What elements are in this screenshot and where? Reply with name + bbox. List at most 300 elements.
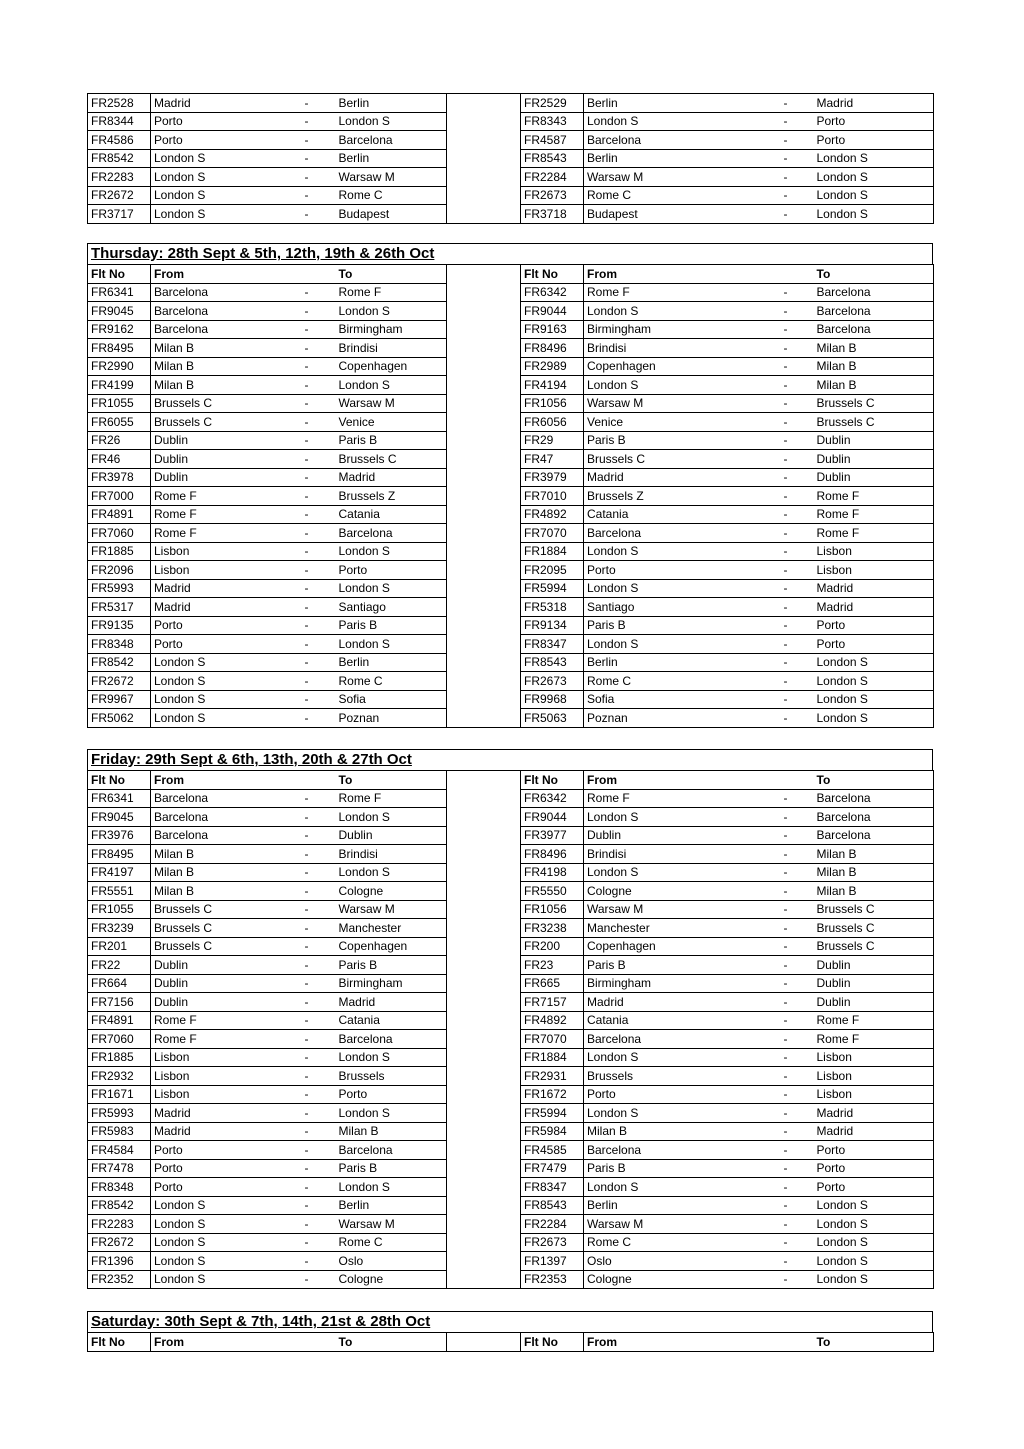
from-header: From xyxy=(151,771,302,790)
gap-spacer xyxy=(447,302,521,321)
route-dash: - xyxy=(781,487,814,506)
outbound-flight-number: FR3976 xyxy=(88,826,151,845)
return-origin: Barcelona xyxy=(584,131,781,150)
outbound-flight-number: FR2096 xyxy=(88,561,151,580)
flt-no-header: Flt No xyxy=(521,771,584,790)
outbound-flight-number: FR9135 xyxy=(88,616,151,635)
gap-spacer xyxy=(447,431,521,450)
return-destination: Lisbon xyxy=(814,561,934,580)
outbound-flight-number: FR22 xyxy=(88,956,151,975)
route-dash: - xyxy=(781,524,814,543)
return-origin: Birmingham xyxy=(584,320,781,339)
outbound-origin: Madrid xyxy=(151,579,302,598)
route-dash: - xyxy=(302,1233,336,1252)
outbound-flight-number: FR8495 xyxy=(88,339,151,358)
route-dash: - xyxy=(302,919,336,938)
return-destination: London S xyxy=(814,1215,934,1234)
from-header: From xyxy=(151,1333,302,1352)
return-flight-number: FR3238 xyxy=(521,919,584,938)
return-flight-number: FR5318 xyxy=(521,598,584,617)
table-row xyxy=(88,635,934,654)
outbound-origin: London S xyxy=(151,1233,302,1252)
outbound-destination: Rome C xyxy=(336,1233,447,1252)
flight-table xyxy=(87,264,934,728)
outbound-flight-number: FR9045 xyxy=(88,808,151,827)
outbound-destination: Barcelona xyxy=(336,131,447,150)
return-origin: Venice xyxy=(584,413,781,432)
route-dash: - xyxy=(781,205,814,224)
outbound-flight-number: FR4891 xyxy=(88,1011,151,1030)
outbound-destination: Santiago xyxy=(336,598,447,617)
outbound-origin: Lisbon xyxy=(151,1048,302,1067)
return-destination: Dublin xyxy=(814,956,934,975)
outbound-origin: Brussels C xyxy=(151,413,302,432)
return-destination: London S xyxy=(814,205,934,224)
gap-spacer xyxy=(447,690,521,709)
return-flight-number: FR3718 xyxy=(521,205,584,224)
gap-spacer xyxy=(447,205,521,224)
return-destination: Milan B xyxy=(814,882,934,901)
return-flight-number: FR9044 xyxy=(521,808,584,827)
return-destination: Rome F xyxy=(814,505,934,524)
route-dash: - xyxy=(302,168,336,187)
return-destination: Barcelona xyxy=(814,302,934,321)
outbound-origin: London S xyxy=(151,653,302,672)
gap-spacer xyxy=(447,542,521,561)
section-title-text: Friday: 29th Sept & 6th, 13th, 20th & 27th Oct xyxy=(91,751,412,768)
route-dash: - xyxy=(781,1011,814,1030)
route-dash: - xyxy=(781,882,814,901)
dash-spacer xyxy=(302,1333,336,1352)
flt-no-header: Flt No xyxy=(88,771,151,790)
outbound-flight-number: FR7000 xyxy=(88,487,151,506)
gap-spacer xyxy=(447,1122,521,1141)
gap-spacer xyxy=(447,1233,521,1252)
return-destination: Barcelona xyxy=(814,283,934,302)
outbound-origin: Rome F xyxy=(151,1011,302,1030)
return-origin: Porto xyxy=(584,561,781,580)
return-origin: Copenhagen xyxy=(584,357,781,376)
return-destination: Brussels C xyxy=(814,900,934,919)
from-header: From xyxy=(584,1333,781,1352)
route-dash: - xyxy=(781,1048,814,1067)
return-flight-number: FR4194 xyxy=(521,376,584,395)
return-origin: Oslo xyxy=(584,1252,781,1271)
route-dash: - xyxy=(302,937,336,956)
table-row xyxy=(88,826,934,845)
outbound-destination: Milan B xyxy=(336,1122,447,1141)
outbound-flight-number: FR5993 xyxy=(88,579,151,598)
outbound-flight-number: FR8348 xyxy=(88,1178,151,1197)
outbound-origin: Porto xyxy=(151,1141,302,1160)
gap-spacer xyxy=(447,320,521,339)
outbound-destination: Rome C xyxy=(336,186,447,205)
route-dash: - xyxy=(781,1122,814,1141)
outbound-destination: Berlin xyxy=(336,149,447,168)
return-origin: London S xyxy=(584,1048,781,1067)
outbound-origin: Porto xyxy=(151,112,302,131)
column-header-row xyxy=(88,771,934,790)
route-dash: - xyxy=(781,635,814,654)
outbound-origin: Brussels C xyxy=(151,937,302,956)
outbound-destination: London S xyxy=(336,579,447,598)
outbound-origin: Porto xyxy=(151,1178,302,1197)
return-origin: Barcelona xyxy=(584,1030,781,1049)
flt-no-header: Flt No xyxy=(521,1333,584,1352)
outbound-destination: Venice xyxy=(336,413,447,432)
outbound-destination: Paris B xyxy=(336,1159,447,1178)
outbound-flight-number: FR7478 xyxy=(88,1159,151,1178)
table-row xyxy=(88,1178,934,1197)
return-destination: London S xyxy=(814,1196,934,1215)
gap-spacer xyxy=(447,186,521,205)
outbound-origin: Milan B xyxy=(151,845,302,864)
route-dash: - xyxy=(781,1215,814,1234)
return-origin: London S xyxy=(584,542,781,561)
table-row xyxy=(88,1085,934,1104)
outbound-origin: Dublin xyxy=(151,431,302,450)
outbound-flight-number: FR8348 xyxy=(88,635,151,654)
outbound-destination: Warsaw M xyxy=(336,394,447,413)
return-destination: Brussels C xyxy=(814,937,934,956)
from-header: From xyxy=(584,771,781,790)
gap-spacer xyxy=(447,863,521,882)
return-flight-number: FR2284 xyxy=(521,168,584,187)
return-destination: Dublin xyxy=(814,468,934,487)
return-origin: Birmingham xyxy=(584,974,781,993)
route-dash: - xyxy=(302,900,336,919)
return-destination: Brussels C xyxy=(814,919,934,938)
outbound-destination: Brindisi xyxy=(336,845,447,864)
outbound-origin: Madrid xyxy=(151,94,302,113)
return-destination: Milan B xyxy=(814,376,934,395)
gap-spacer xyxy=(447,1252,521,1271)
outbound-flight-number: FR4891 xyxy=(88,505,151,524)
outbound-destination: Warsaw M xyxy=(336,900,447,919)
return-flight-number: FR665 xyxy=(521,974,584,993)
return-flight-number: FR8543 xyxy=(521,1196,584,1215)
dash-spacer xyxy=(302,771,336,790)
table-row xyxy=(88,186,934,205)
outbound-origin: Dublin xyxy=(151,468,302,487)
return-destination: Porto xyxy=(814,131,934,150)
outbound-origin: London S xyxy=(151,205,302,224)
route-dash: - xyxy=(302,1141,336,1160)
to-header: To xyxy=(814,265,934,284)
outbound-origin: Brussels C xyxy=(151,919,302,938)
outbound-destination: London S xyxy=(336,1048,447,1067)
outbound-destination: Porto xyxy=(336,561,447,580)
return-destination: Rome F xyxy=(814,487,934,506)
return-flight-number: FR8347 xyxy=(521,1178,584,1197)
table-row xyxy=(88,1048,934,1067)
return-flight-number: FR5994 xyxy=(521,1104,584,1123)
outbound-origin: London S xyxy=(151,149,302,168)
route-dash: - xyxy=(302,505,336,524)
return-destination: Madrid xyxy=(814,598,934,617)
table-row xyxy=(88,1159,934,1178)
route-dash: - xyxy=(781,468,814,487)
return-flight-number: FR2353 xyxy=(521,1270,584,1289)
return-origin: London S xyxy=(584,808,781,827)
outbound-flight-number: FR1055 xyxy=(88,900,151,919)
gap-spacer xyxy=(447,1178,521,1197)
outbound-flight-number: FR2672 xyxy=(88,672,151,691)
outbound-destination: London S xyxy=(336,1178,447,1197)
from-header: From xyxy=(584,265,781,284)
route-dash: - xyxy=(781,863,814,882)
outbound-flight-number: FR8344 xyxy=(88,112,151,131)
return-flight-number: FR1056 xyxy=(521,900,584,919)
route-dash: - xyxy=(781,579,814,598)
outbound-destination: Catania xyxy=(336,505,447,524)
table-row xyxy=(88,413,934,432)
outbound-flight-number: FR6341 xyxy=(88,789,151,808)
outbound-origin: Dublin xyxy=(151,450,302,469)
return-flight-number: FR5063 xyxy=(521,709,584,728)
outbound-flight-number: FR1396 xyxy=(88,1252,151,1271)
table-row xyxy=(88,1233,934,1252)
return-flight-number: FR4198 xyxy=(521,863,584,882)
route-dash: - xyxy=(302,112,336,131)
outbound-destination: Poznan xyxy=(336,709,447,728)
outbound-origin: London S xyxy=(151,709,302,728)
outbound-origin: London S xyxy=(151,1252,302,1271)
return-flight-number: FR7070 xyxy=(521,1030,584,1049)
outbound-flight-number: FR8495 xyxy=(88,845,151,864)
return-origin: Warsaw M xyxy=(584,900,781,919)
return-destination: Madrid xyxy=(814,94,934,113)
gap-spacer xyxy=(447,709,521,728)
route-dash: - xyxy=(781,993,814,1012)
route-dash: - xyxy=(302,283,336,302)
outbound-origin: Madrid xyxy=(151,598,302,617)
outbound-origin: Lisbon xyxy=(151,542,302,561)
return-flight-number: FR8543 xyxy=(521,149,584,168)
gap-spacer xyxy=(447,974,521,993)
route-dash: - xyxy=(781,320,814,339)
return-origin: Sofia xyxy=(584,690,781,709)
outbound-destination: Berlin xyxy=(336,653,447,672)
route-dash: - xyxy=(781,1270,814,1289)
route-dash: - xyxy=(781,1030,814,1049)
gap-spacer xyxy=(447,168,521,187)
return-destination: Porto xyxy=(814,616,934,635)
outbound-flight-number: FR3978 xyxy=(88,468,151,487)
outbound-flight-number: FR46 xyxy=(88,450,151,469)
to-header: To xyxy=(336,1333,447,1352)
return-destination: London S xyxy=(814,168,934,187)
route-dash: - xyxy=(302,205,336,224)
from-header: From xyxy=(151,265,302,284)
return-destination: London S xyxy=(814,1233,934,1252)
table-row xyxy=(88,900,934,919)
route-dash: - xyxy=(302,672,336,691)
outbound-destination: Brussels xyxy=(336,1067,447,1086)
outbound-destination: Rome C xyxy=(336,672,447,691)
outbound-origin: Lisbon xyxy=(151,561,302,580)
table-row xyxy=(88,1104,934,1123)
gap-spacer xyxy=(447,505,521,524)
return-flight-number: FR3979 xyxy=(521,468,584,487)
outbound-origin: Dublin xyxy=(151,974,302,993)
route-dash: - xyxy=(302,131,336,150)
table-row xyxy=(88,845,934,864)
route-dash: - xyxy=(302,690,336,709)
table-row xyxy=(88,168,934,187)
outbound-destination: London S xyxy=(336,376,447,395)
dash-spacer xyxy=(781,1333,814,1352)
outbound-destination: London S xyxy=(336,635,447,654)
return-flight-number: FR23 xyxy=(521,956,584,975)
section-title xyxy=(87,243,933,264)
route-dash: - xyxy=(302,94,336,113)
return-destination: Barcelona xyxy=(814,320,934,339)
table-row xyxy=(88,205,934,224)
outbound-flight-number: FR7060 xyxy=(88,1030,151,1049)
route-dash: - xyxy=(781,357,814,376)
gap-spacer xyxy=(447,826,521,845)
return-destination: Porto xyxy=(814,1141,934,1160)
outbound-flight-number: FR8542 xyxy=(88,1196,151,1215)
route-dash: - xyxy=(302,1048,336,1067)
route-dash: - xyxy=(302,1067,336,1086)
table-row xyxy=(88,919,934,938)
outbound-destination: Berlin xyxy=(336,1196,447,1215)
return-destination: Lisbon xyxy=(814,1067,934,1086)
route-dash: - xyxy=(302,616,336,635)
outbound-destination: Oslo xyxy=(336,1252,447,1271)
section-title-text: Thursday: 28th Sept & 5th, 12th, 19th & 26th Oct xyxy=(91,245,435,262)
outbound-flight-number: FR2672 xyxy=(88,1233,151,1252)
table-row xyxy=(88,357,934,376)
outbound-destination: Warsaw M xyxy=(336,1215,447,1234)
return-destination: Brussels C xyxy=(814,413,934,432)
gap-spacer xyxy=(447,1141,521,1160)
return-flight-number: FR7157 xyxy=(521,993,584,1012)
outbound-destination: Cologne xyxy=(336,882,447,901)
route-dash: - xyxy=(781,283,814,302)
outbound-flight-number: FR201 xyxy=(88,937,151,956)
route-dash: - xyxy=(302,186,336,205)
table-row xyxy=(88,993,934,1012)
table-row xyxy=(88,542,934,561)
table-row xyxy=(88,937,934,956)
gap-spacer xyxy=(447,413,521,432)
table-row xyxy=(88,339,934,358)
gap-spacer xyxy=(447,94,521,113)
table-row xyxy=(88,561,934,580)
gap-spacer xyxy=(447,131,521,150)
route-dash: - xyxy=(781,808,814,827)
table-row xyxy=(88,1011,934,1030)
table-row xyxy=(88,524,934,543)
flight-table xyxy=(87,93,934,224)
route-dash: - xyxy=(302,826,336,845)
outbound-flight-number: FR2283 xyxy=(88,1215,151,1234)
outbound-destination: Dublin xyxy=(336,826,447,845)
outbound-flight-number: FR5062 xyxy=(88,709,151,728)
gap-spacer xyxy=(447,598,521,617)
return-flight-number: FR7070 xyxy=(521,524,584,543)
return-origin: Santiago xyxy=(584,598,781,617)
gap-spacer xyxy=(447,468,521,487)
outbound-destination: Cologne xyxy=(336,1270,447,1289)
table-row xyxy=(88,1141,934,1160)
dash-spacer xyxy=(302,265,336,284)
table-row xyxy=(88,112,934,131)
route-dash: - xyxy=(781,394,814,413)
outbound-destination: London S xyxy=(336,863,447,882)
route-dash: - xyxy=(781,131,814,150)
route-dash: - xyxy=(781,376,814,395)
outbound-flight-number: FR1671 xyxy=(88,1085,151,1104)
return-origin: Catania xyxy=(584,505,781,524)
outbound-origin: London S xyxy=(151,168,302,187)
route-dash: - xyxy=(781,598,814,617)
return-origin: Paris B xyxy=(584,616,781,635)
return-origin: Poznan xyxy=(584,709,781,728)
route-dash: - xyxy=(302,542,336,561)
outbound-flight-number: FR26 xyxy=(88,431,151,450)
return-destination: Milan B xyxy=(814,863,934,882)
gap-spacer xyxy=(447,672,521,691)
return-flight-number: FR1672 xyxy=(521,1085,584,1104)
to-header: To xyxy=(814,1333,934,1352)
route-dash: - xyxy=(781,826,814,845)
return-flight-number: FR6342 xyxy=(521,789,584,808)
route-dash: - xyxy=(781,1067,814,1086)
gap-spacer xyxy=(447,1333,521,1352)
gap-spacer xyxy=(447,149,521,168)
route-dash: - xyxy=(302,863,336,882)
gap-spacer xyxy=(447,635,521,654)
route-dash: - xyxy=(781,1196,814,1215)
route-dash: - xyxy=(781,413,814,432)
return-flight-number: FR2673 xyxy=(521,186,584,205)
return-flight-number: FR6056 xyxy=(521,413,584,432)
gap-spacer xyxy=(447,524,521,543)
route-dash: - xyxy=(302,468,336,487)
table-row xyxy=(88,808,934,827)
return-origin: Manchester xyxy=(584,919,781,938)
return-flight-number: FR1056 xyxy=(521,394,584,413)
return-destination: Dublin xyxy=(814,431,934,450)
outbound-destination: Rome F xyxy=(336,283,447,302)
return-destination: Milan B xyxy=(814,357,934,376)
table-row xyxy=(88,302,934,321)
return-origin: Milan B xyxy=(584,1122,781,1141)
return-origin: Cologne xyxy=(584,1270,781,1289)
outbound-flight-number: FR2528 xyxy=(88,94,151,113)
return-destination: Madrid xyxy=(814,579,934,598)
route-dash: - xyxy=(302,635,336,654)
outbound-origin: London S xyxy=(151,186,302,205)
gap-spacer xyxy=(447,845,521,864)
table-row xyxy=(88,1252,934,1271)
outbound-origin: London S xyxy=(151,1196,302,1215)
outbound-origin: Porto xyxy=(151,131,302,150)
return-origin: Berlin xyxy=(584,1196,781,1215)
return-destination: Lisbon xyxy=(814,542,934,561)
outbound-flight-number: FR9045 xyxy=(88,302,151,321)
outbound-origin: London S xyxy=(151,690,302,709)
return-flight-number: FR1884 xyxy=(521,542,584,561)
return-flight-number: FR8496 xyxy=(521,845,584,864)
table-row xyxy=(88,320,934,339)
route-dash: - xyxy=(302,1252,336,1271)
return-origin: Rome C xyxy=(584,186,781,205)
